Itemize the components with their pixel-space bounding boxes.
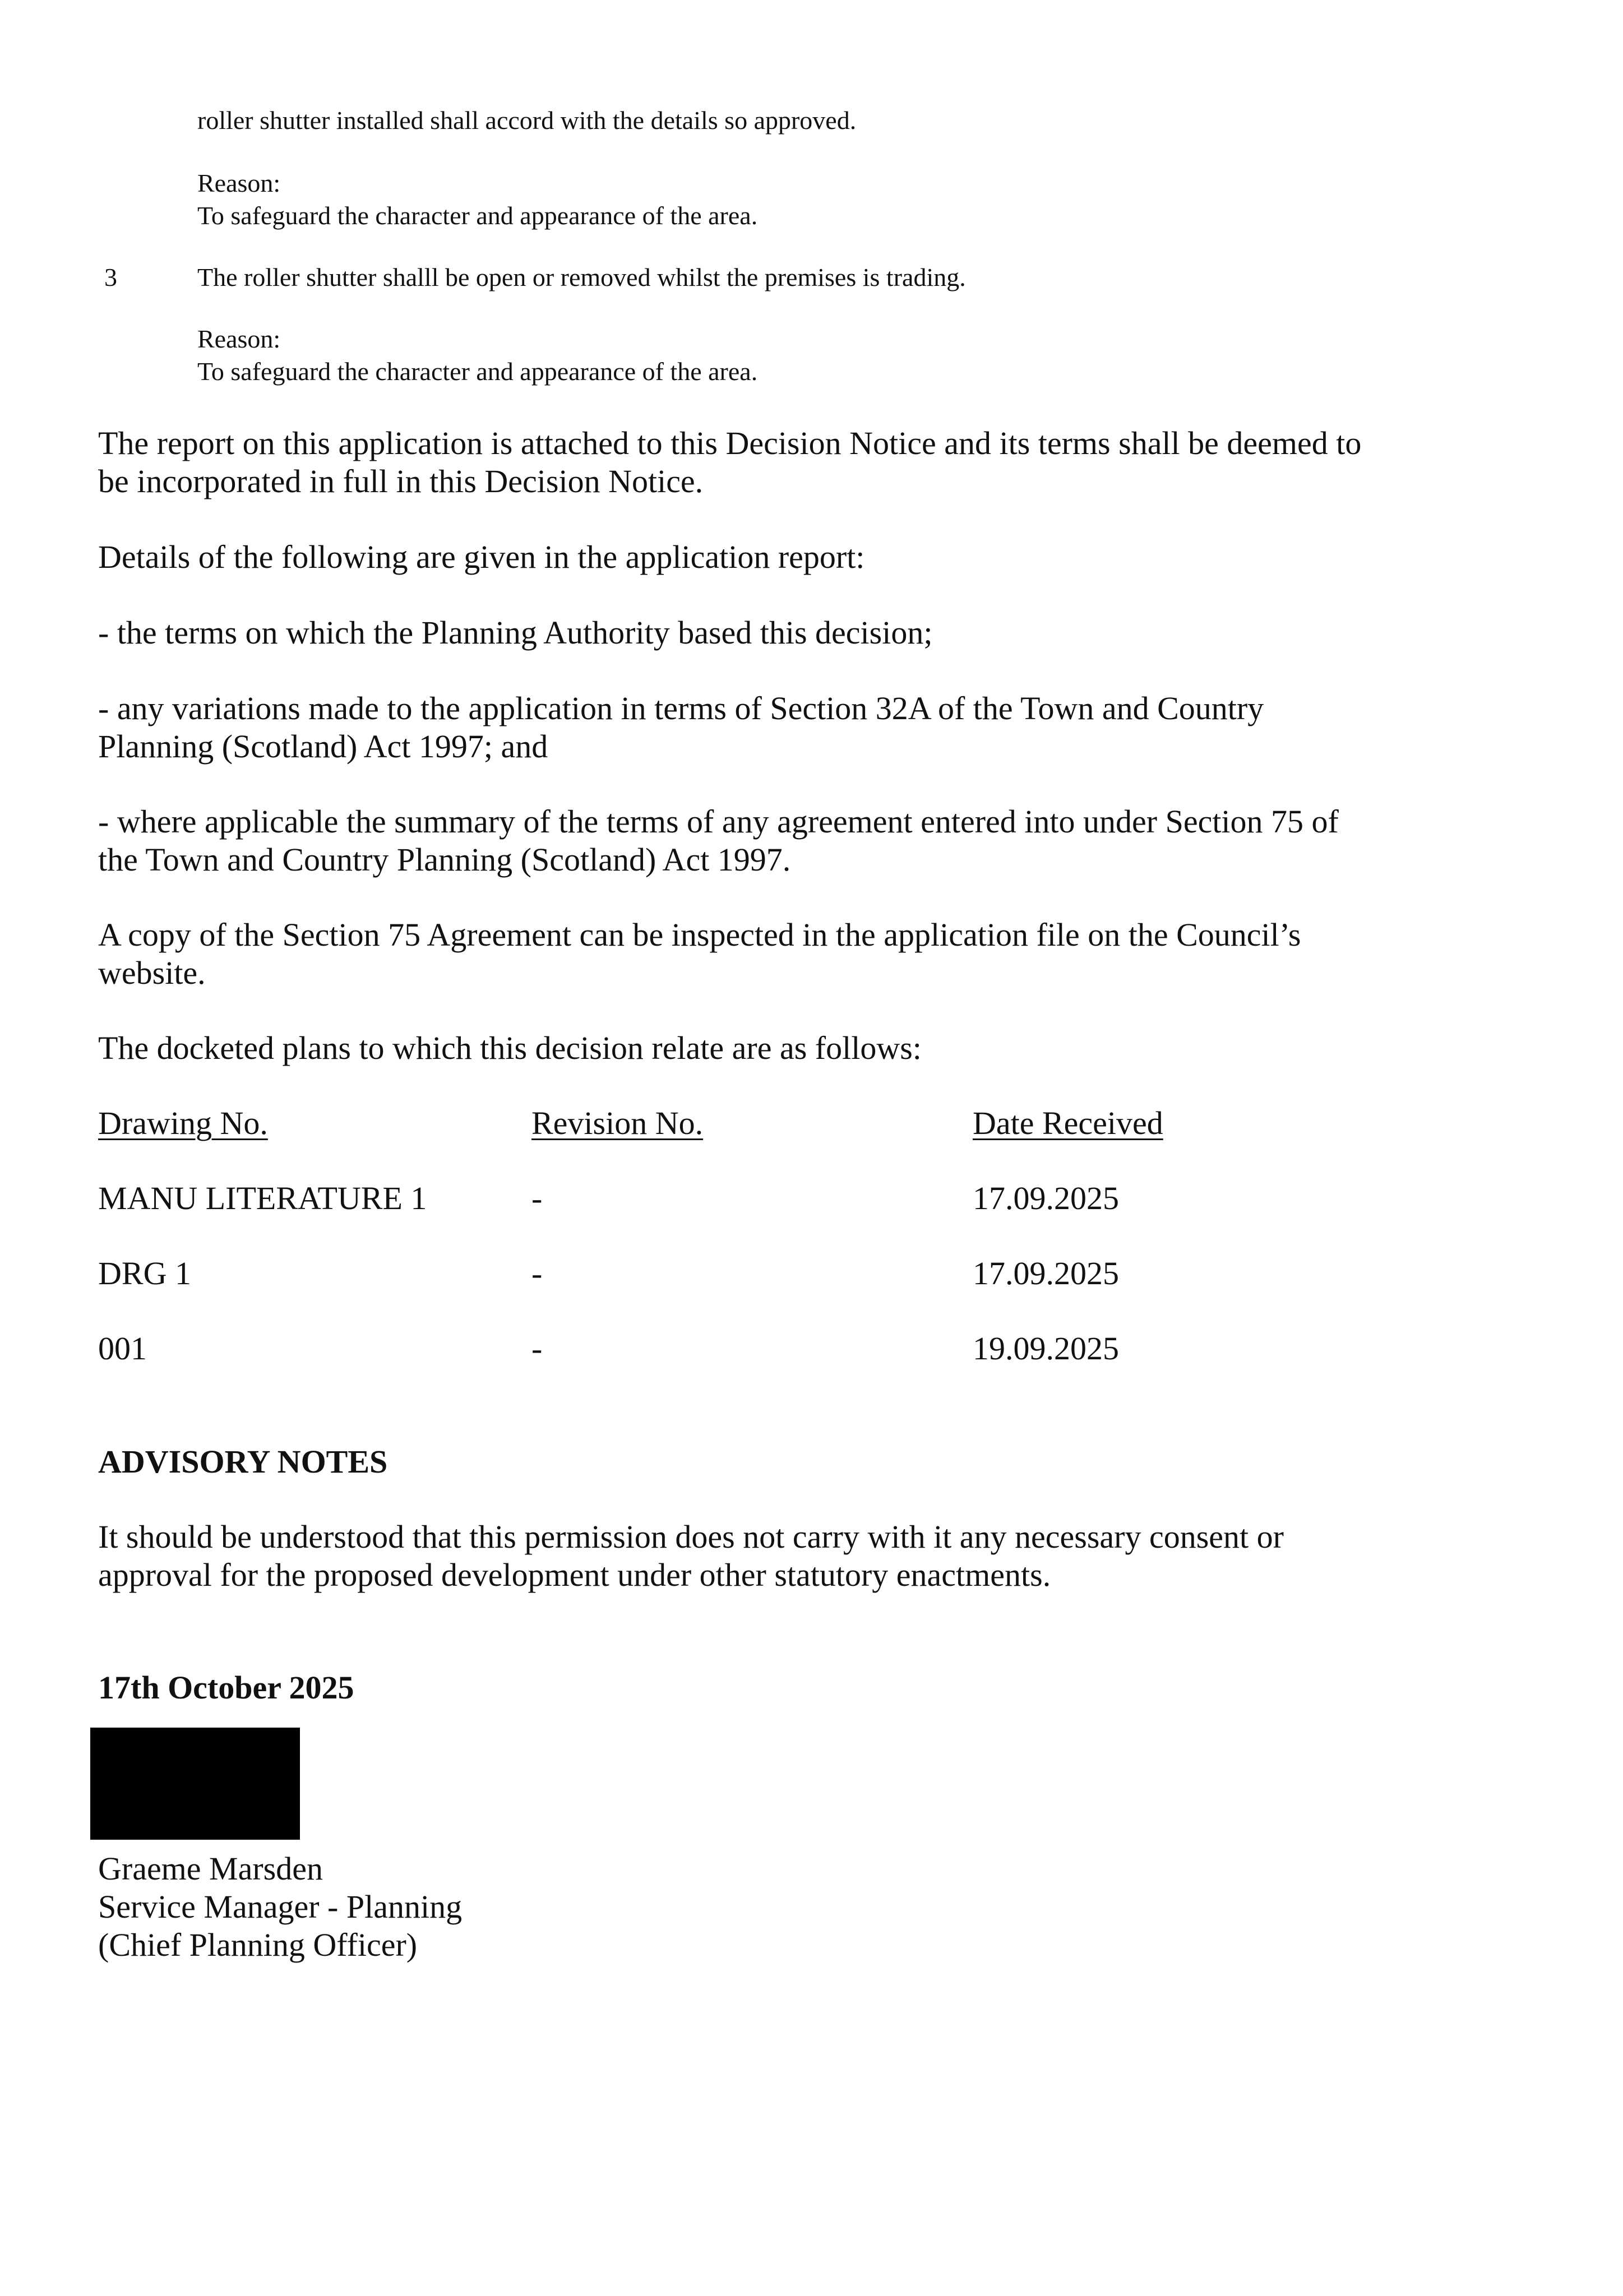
table-row-2-revision: -: [531, 1255, 543, 1292]
section-75-copy-line-1: A copy of the Section 75 Agreement can be inspected in the application file on the Council’s: [98, 916, 1301, 953]
signoff-date: 17th October 2025: [98, 1669, 354, 1706]
report-paragraph-line-2: be incorporated in full in this Decision Notice.: [98, 463, 704, 499]
report-paragraph-line-1: The report on this application is attached to this Decision Notice and its terms shall be deemed to: [98, 425, 1362, 461]
details-bullet-2-line-2: Planning (Scotland) Act 1997; and: [98, 728, 548, 765]
details-intro: Details of the following are given in the application report:: [98, 539, 865, 575]
table-row-3-revision: -: [531, 1330, 543, 1367]
details-bullet-3-line-2: the Town and Country Planning (Scotland) Act 1997.: [98, 841, 791, 878]
condition-2-continuation: roller shutter installed shall accord with the details so approved.: [197, 106, 857, 135]
redacted-signature: [90, 1728, 300, 1840]
section-75-copy-line-2: website.: [98, 955, 206, 991]
table-row-2-date: 17.09.2025: [973, 1255, 1119, 1292]
condition-2-reason-text: To safeguard the character and appearance of the area.: [197, 201, 758, 230]
advisory-notes-line-1: It should be understood that this permission does not carry with it any necessary consent or: [98, 1519, 1284, 1555]
table-row-1-drawing: MANU LITERATURE 1: [98, 1180, 427, 1216]
advisory-notes-line-2: approval for the proposed development under other statutory enactments.: [98, 1557, 1051, 1593]
details-bullet-3-line-1: - where applicable the summary of the terms of any agreement entered into under Section 75 of: [98, 803, 1339, 840]
details-bullet-1: - the terms on which the Planning Authority based this decision;: [98, 614, 933, 651]
signatory-title: Service Manager - Planning: [98, 1888, 463, 1925]
table-row-1-revision: -: [531, 1180, 543, 1216]
details-bullet-2-line-1: - any variations made to the application in terms of Section 32A of the Town and Country: [98, 690, 1264, 726]
table-row-1-date: 17.09.2025: [973, 1180, 1119, 1216]
signatory-name: Graeme Marsden: [98, 1850, 323, 1887]
table-header-revision-no: Revision No.: [531, 1105, 704, 1141]
signatory-role: (Chief Planning Officer): [98, 1927, 418, 1963]
table-row-2-drawing: DRG 1: [98, 1255, 191, 1292]
condition-3-number: 3: [104, 263, 117, 291]
plans-intro: The docketed plans to which this decision relate are as follows:: [98, 1030, 922, 1066]
table-row-3-drawing: 001: [98, 1330, 147, 1367]
condition-2-reason-label: Reason:: [197, 169, 281, 197]
condition-3-text: The roller shutter shalll be open or removed whilst the premises is trading.: [197, 263, 966, 291]
table-header-date-received: Date Received: [973, 1105, 1163, 1141]
condition-3-reason-text: To safeguard the character and appearance of the area.: [197, 357, 758, 386]
condition-3-reason-label: Reason:: [197, 325, 281, 353]
table-header-drawing-no: Drawing No.: [98, 1105, 268, 1141]
table-row-3-date: 19.09.2025: [973, 1330, 1119, 1367]
advisory-notes-heading: ADVISORY NOTES: [98, 1443, 388, 1480]
